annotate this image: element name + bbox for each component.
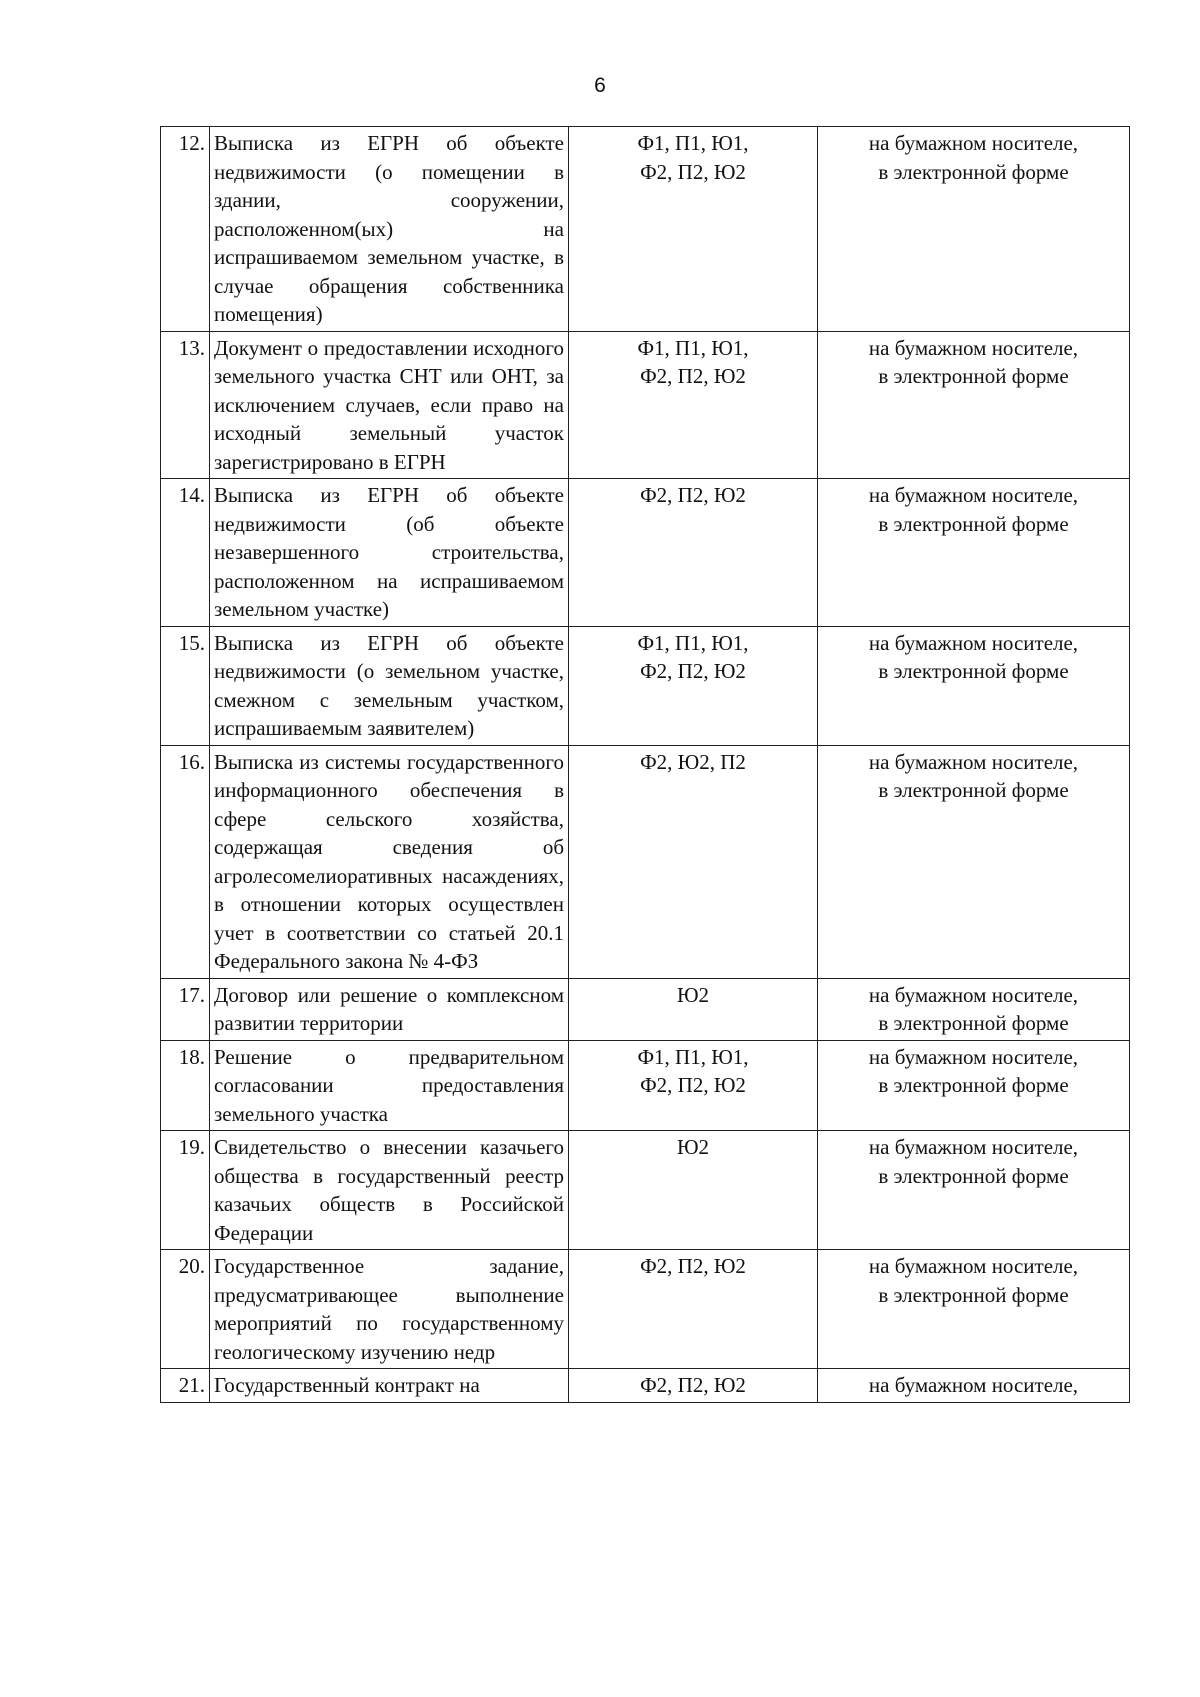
form-line: в электронной форме: [878, 159, 1069, 184]
form-line: на бумажном носителе,: [868, 749, 1079, 774]
table-row: [161, 331, 1130, 479]
applicant-categories: [569, 1040, 818, 1131]
submission-form: [818, 978, 1130, 1040]
form-line: в электронной форме: [878, 1163, 1069, 1188]
applicant-line: Ю2: [676, 1135, 710, 1159]
row-number: 12.: [161, 127, 210, 332]
form-line: в электронной форме: [878, 778, 1069, 802]
row-number: 20.: [161, 1250, 210, 1369]
form-line: на бумажном носителе,: [868, 131, 1079, 155]
form-line: в электронной форме: [878, 1073, 1069, 1097]
submission-form: [818, 1040, 1130, 1131]
row-number: 21.: [161, 1369, 210, 1403]
document-name: Договор или решение о комплексном развитии территории: [210, 978, 569, 1040]
table-row: [161, 745, 1130, 978]
applicant-line: Ф1, П1, Ю1,: [637, 630, 749, 655]
table-row: [161, 1131, 1130, 1250]
table-row: [161, 479, 1130, 627]
form-line: на бумажном носителе,: [868, 982, 1079, 1007]
applicant-categories: [569, 745, 818, 978]
submission-form: [818, 626, 1130, 745]
form-line: на бумажном носителе,: [868, 1373, 1079, 1397]
document-name: Свидетельство о внесении казачьего общества в государственный реестр казачьих обществ в Российской Федерации: [210, 1131, 569, 1250]
document-name: Документ о предоставлении исходного земельного участка СНТ или ОНТ, за исключением случаев, если право на исходный земельный участок зарегистрировано в ЕГРН: [210, 331, 569, 479]
applicant-categories: [569, 978, 818, 1040]
applicant-categories: [569, 331, 818, 479]
applicant-line: Ф1, П1, Ю1,: [637, 131, 749, 155]
row-number: 14.: [161, 479, 210, 627]
row-number: 16.: [161, 745, 210, 978]
submission-form: [818, 1250, 1130, 1369]
submission-form: [818, 127, 1130, 332]
table-row: [161, 1250, 1130, 1369]
applicant-categories: [569, 479, 818, 627]
row-number: 13.: [161, 331, 210, 479]
applicant-categories: [569, 1250, 818, 1369]
documents-table-body: [161, 127, 1130, 1403]
table-row: [161, 1369, 1130, 1403]
applicant-line: Ф1, П1, Ю1,: [637, 335, 749, 360]
documents-table: [160, 126, 1130, 1403]
row-number: 19.: [161, 1131, 210, 1250]
submission-form: [818, 1369, 1130, 1403]
row-number: 18.: [161, 1040, 210, 1131]
submission-form: [818, 331, 1130, 479]
applicant-line: Ф2, Ю2, П2: [640, 749, 746, 774]
form-line: в электронной форме: [878, 1011, 1069, 1035]
applicant-categories: [569, 626, 818, 745]
document-name: Государственный контракт на: [210, 1369, 569, 1403]
applicant-line: Ф2, П2, Ю2: [640, 159, 746, 184]
form-line: в электронной форме: [878, 1282, 1069, 1307]
document-name: Выписка из ЕГРН об объекте недвижимости (об объекте незавершенного строительства, расположенном на испрашиваемом земельном участке): [210, 479, 569, 627]
document-name: Государственное задание, предусматривающее выполнение мероприятий по государственному геологическому изучению недр: [210, 1250, 569, 1369]
form-line: на бумажном носителе,: [868, 483, 1079, 507]
form-line: на бумажном носителе,: [868, 1044, 1079, 1069]
applicant-line: Ю2: [676, 982, 710, 1007]
row-number: 15.: [161, 626, 210, 745]
submission-form: [818, 745, 1130, 978]
submission-form: [818, 1131, 1130, 1250]
applicant-line: Ф2, П2, Ю2: [640, 1254, 746, 1278]
table-row: [161, 626, 1130, 745]
document-name: Выписка из ЕГРН об объекте недвижимости (о помещении в здании, сооружении, расположенном(ых) на испрашиваемом земельном участке, в случае обращения собственника помещения): [210, 127, 569, 332]
applicant-categories: [569, 1369, 818, 1403]
document-name: Решение о предварительном согласовании предоставления земельного участка: [210, 1040, 569, 1131]
table-row: [161, 1040, 1130, 1131]
applicant-line: Ф2, П2, Ю2: [640, 364, 746, 388]
table-row: [161, 978, 1130, 1040]
form-line: в электронной форме: [878, 659, 1069, 683]
applicant-line: Ф2, П2, Ю2: [640, 1373, 746, 1397]
form-line: на бумажном носителе,: [868, 335, 1079, 360]
table-row: [161, 127, 1130, 332]
applicant-categories: [569, 1131, 818, 1250]
form-line: на бумажном носителе,: [868, 630, 1079, 655]
submission-form: [818, 479, 1130, 627]
applicant-line: Ф2, П2, Ю2: [640, 659, 746, 683]
applicant-line: Ф2, П2, Ю2: [640, 483, 746, 507]
page-number: 6: [594, 74, 606, 97]
applicant-line: Ф2, П2, Ю2: [640, 1073, 746, 1097]
form-line: на бумажном носителе,: [868, 1254, 1079, 1278]
form-line: в электронной форме: [878, 364, 1069, 388]
document-name: Выписка из ЕГРН об объекте недвижимости (о земельном участке, смежном с земельным участком, испрашиваемым заявителем): [210, 626, 569, 745]
row-number: 17.: [161, 978, 210, 1040]
applicant-categories: [569, 127, 818, 332]
form-line: в электронной форме: [878, 511, 1069, 536]
form-line: на бумажном носителе,: [868, 1135, 1079, 1159]
document-name: Выписка из системы государственного информационного обеспечения в сфере сельского хозяйства, содержащая сведения об агролесомелиоративных насаждениях, в отношении которых осуществлен учет в соответствии со статьей 20.1 Федерального закона № 4-ФЗ: [210, 745, 569, 978]
applicant-line: Ф1, П1, Ю1,: [637, 1044, 749, 1069]
